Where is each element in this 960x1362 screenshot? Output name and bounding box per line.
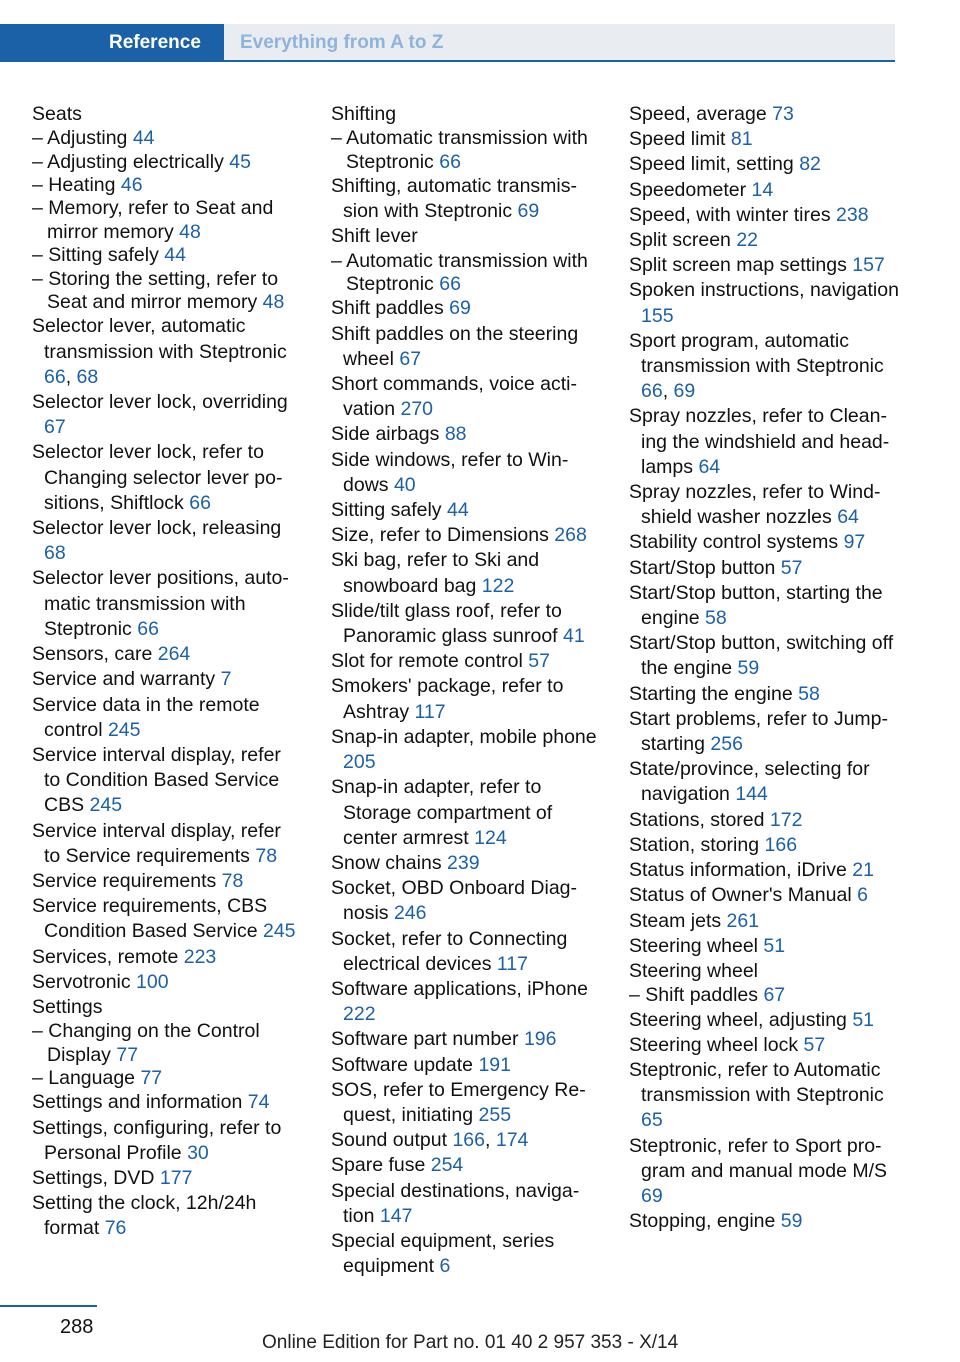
page-link[interactable]: 117 [496,952,528,975]
index-entry [331,927,601,977]
entry-text: Socket, refer to Connecting electrical devices [331,927,568,975]
index-entry [629,631,899,681]
page-number: 288 [60,1316,94,1338]
index-entry [629,909,899,934]
entry-text: Side windows, refer to Windows [331,448,569,496]
index-subentry [32,244,302,267]
page-link[interactable]: 117 [414,700,446,723]
page-link[interactable]: 172 [769,808,803,831]
index-entry [629,127,899,152]
index-entry [32,566,302,642]
page-link[interactable]: 67 [763,984,786,1007]
entry-text: Speed limit, setting [629,153,794,176]
entry-text: – Automatic transmission with Steptronic [331,127,588,173]
entry-text: Shift paddles [331,297,444,320]
entry-text: Spare fuse [331,1154,426,1177]
entry-text: Speed, with winter tires [629,203,831,226]
page-link[interactable]: 65 [641,1109,663,1132]
page-link[interactable]: 58 [704,607,727,630]
page-link[interactable]: 157 [852,254,885,277]
page-link[interactable]: 67 [399,347,422,370]
index-entry [331,1078,601,1128]
entry-text: – Adjusting electrically [32,150,224,173]
page-link[interactable]: 30 [187,1141,209,1164]
index-entry [629,178,899,203]
entry-text: Selector lever lock, releasing [32,517,282,540]
index-entry [331,174,601,224]
index-entry [32,390,302,440]
index-subentry [32,151,302,174]
index-entry [629,883,899,908]
page-link[interactable]: 66 [189,491,211,514]
page-link[interactable]: 88 [444,423,467,446]
page-link[interactable]: 66 [137,617,159,640]
index-entry [331,977,601,1027]
index-entry [629,1033,899,1058]
entry-text: Software update [331,1053,474,1076]
entry-text: State/province, selecting for navigation [629,758,870,806]
index-entry: Sport program, automatic transmission with Steptronic 66, 69 [629,329,884,403]
index-entry [32,667,302,692]
index-subentry [32,268,302,315]
index-entry [32,440,302,516]
index-column-2 [331,102,601,1279]
entry-text: Speed, average [629,103,767,125]
entry-text: Spray nozzles, refer to Windshield washer nozzles [629,481,881,529]
page-link[interactable]: 66 [641,380,663,403]
subsection-tab: Everything from A to Z [240,32,444,53]
entry-text: Start/Stop button, starting the engine [629,581,883,630]
entry-text: Split screen [629,229,731,252]
page-link[interactable]: 239 [447,851,480,874]
page-link[interactable]: 58 [798,682,820,705]
entry-text: Short commands, voice activation [331,373,578,421]
page-link[interactable]: 66 [439,273,461,296]
index-entry [629,934,899,959]
index-entry [331,1229,601,1279]
entry-text: Shifting, automatic transmission with Steptronic [331,175,578,223]
entry-text: Steering wheel [629,934,758,957]
entry-text: Settings and information [32,1091,243,1114]
page-link[interactable]: 77 [116,1043,139,1066]
page-link[interactable]: 256 [710,733,743,756]
entry-text: Snow chains [331,851,442,874]
index-entry [331,224,601,249]
index-entry [629,480,899,530]
page-link[interactable]: 44 [132,127,155,150]
entry-text: Selector lever, automatic transmission with Steptronic [32,315,287,363]
index-entry [32,1116,302,1166]
page-link[interactable]: 177 [159,1166,193,1189]
page-link[interactable]: 57 [528,650,550,673]
page-link[interactable]: 7 [220,668,232,691]
page-link[interactable]: 166 [764,833,798,856]
index-entry [629,581,899,631]
index-entry [32,945,302,970]
page-link[interactable]: 44 [446,499,469,522]
index-entry [32,743,302,819]
index-subentry [629,984,899,1007]
page-link[interactable]: 174 [495,1129,529,1152]
header-underline [0,60,895,62]
entry-text: Selector lever positions, automatic transmission with Steptronic [32,567,289,640]
page-link[interactable]: 68 [76,365,99,388]
page-link[interactable]: 6 [439,1255,451,1278]
entry-text: Size, refer to Dimensions [331,524,549,547]
page-link[interactable]: 245 [107,718,141,741]
index-entry [331,725,601,775]
entry-text: Sensors, care [32,643,153,666]
page-link[interactable]: 268 [554,524,587,547]
entry-text: Stopping, engine [629,1210,776,1233]
entry-text: Shift paddles on the steering wheel [331,322,579,370]
index-entry [629,253,899,278]
entry-text: Start problems, refer to Jump-starting [629,707,889,756]
entry-text: Sound output [331,1129,448,1152]
page-link[interactable]: 69 [449,297,471,320]
entry-text: Status information, iDrive [629,859,847,882]
index-column-3 [629,102,899,1234]
page-link[interactable]: 155 [641,304,674,327]
index-entry [629,1209,899,1234]
index-entry: Selector lever, automatic transmission with Steptronic 66, 68 [32,315,287,388]
index-entry [331,775,601,851]
entry-text: Station, storing [629,833,760,856]
page-link[interactable]: 73 [772,103,794,125]
index-entry [331,422,601,447]
index-entry [629,102,899,127]
page-link[interactable]: 22 [736,229,759,252]
page-link[interactable]: 69 [673,380,696,403]
index-entry [629,228,899,253]
entry-text: Sitting safely [331,499,442,522]
entry-text: Start/Stop button, switching off the engine [629,632,894,680]
page-link[interactable]: 51 [852,1008,875,1031]
entry-text: Steering wheel, adjusting [629,1008,847,1031]
page-link[interactable]: 78 [221,869,244,892]
entry-text: Start/Stop button [629,556,776,579]
entry-text: Split screen map settings [629,254,847,277]
page-link[interactable]: 254 [430,1154,464,1177]
entry-text: Smokers' package, refer to Ashtray [331,675,564,723]
index-entry [32,869,302,894]
entry-text: Ski bag, refer to Ski and snowboard bag [331,549,540,597]
index-entry [331,649,601,674]
page-link[interactable]: 264 [157,643,191,666]
entry-text: Selector lever lock, refer to Changing selector lever positions, Shiftlock [32,441,283,514]
index-entry [629,1008,899,1033]
page-link[interactable]: 44 [164,244,186,267]
index-entry [32,102,302,127]
page-link[interactable]: 48 [262,291,285,314]
entry-text: – Automatic transmission with Steptronic [331,249,588,296]
index-entry [331,102,601,127]
page-link[interactable]: 246 [393,902,427,925]
entry-text: – Sitting safely [32,244,159,267]
page-link[interactable]: 261 [726,909,760,932]
entry-text: – Shift paddles [629,984,759,1007]
entry-text: Stations, stored [629,808,765,831]
page-link[interactable]: 14 [751,178,774,201]
page-link[interactable]: 46 [120,174,143,197]
entry-text: – Adjusting [32,127,128,150]
index-entry [32,516,302,566]
index-entry [331,674,601,724]
page-link[interactable]: 205 [343,751,376,774]
page-link[interactable]: 81 [730,128,753,151]
index-entry [629,707,899,757]
index-entry [629,757,899,807]
entry-text: Seats [32,103,82,125]
entry-text: Slot for remote control [331,650,523,673]
page-link[interactable]: 77 [140,1066,163,1089]
page-link[interactable]: 245 [89,794,123,817]
page-link[interactable]: 66 [439,150,461,173]
entry-text: – Language [32,1066,136,1089]
entry-text: Steptronic, refer to Automatic transmission with Steptronic [629,1058,884,1107]
entry-text: Sport program, automatic transmission with Steptronic [629,329,884,378]
index-entry [331,448,601,498]
entry-text: Settings [32,995,103,1018]
entry-text: Service interval display, refer to Service requirements [32,819,281,867]
entry-text: Steering wheel lock [629,1033,799,1056]
entry-text: – Changing on the Control Display [32,1020,260,1066]
page-link[interactable]: 144 [735,783,768,806]
footer-rule [0,1305,97,1307]
page-link[interactable]: 74 [247,1091,270,1114]
entry-text: Servotronic [32,970,131,993]
index-entry [331,876,601,926]
entry-text: Settings, configuring, refer to Personal Profile [32,1116,282,1164]
entry-text: SOS, refer to Emergency Request, initiating [331,1078,586,1126]
index-entry [32,693,302,743]
entry-text: – Heating [32,174,116,197]
index-entry [331,599,601,649]
index-entry [32,1166,302,1191]
edition-note: Online Edition for Part no. 01 40 2 957 353 - X/14 [262,1332,679,1353]
entry-text: Software applications, iPhone [331,977,588,1000]
index-entry [32,1090,302,1115]
entry-text: Steptronic, refer to Sport program and manual mode M/S [629,1134,888,1182]
index-entry [331,851,601,876]
entry-text: Snap-in adapter, refer to Storage compartment of center armrest [331,776,553,849]
index-entry [331,1027,601,1052]
index-subentry [331,127,601,174]
index-entry [629,203,899,228]
index-entry [629,858,899,883]
index-entry [629,1134,899,1210]
entry-text: Speedometer [629,178,747,201]
index-entry [331,1053,601,1078]
index-entry [629,404,899,480]
entry-text: Service requirements [32,869,217,892]
entry-text: Shift lever [331,225,418,248]
entry-text: Software part number [331,1028,519,1051]
entry-text: Side airbags [331,423,440,446]
index-entry [331,548,601,598]
page-link[interactable]: 6 [857,884,868,907]
page-link[interactable]: 245 [262,920,296,943]
entry-text: Status of Owner's Manual [629,884,852,907]
entry-text: Speed limit [629,128,726,151]
entry-text: Special equipment, series equipment [331,1229,555,1278]
page-header [0,24,895,62]
page-link[interactable]: 48 [179,220,201,243]
entry-text: Socket, OBD Onboard Diagnosis [331,877,578,925]
index-entry [32,819,302,869]
entry-text: – Memory, refer to Seat and mirror memory [32,197,274,243]
index-subentry [32,1067,302,1090]
index-entry [32,642,302,667]
page-link[interactable]: 68 [44,542,66,565]
page-link[interactable]: 69 [517,200,540,223]
page-link[interactable]: 76 [104,1217,127,1240]
entry-text: Settings, DVD [32,1166,155,1189]
index-entry [331,322,601,372]
page-link[interactable]: 124 [474,826,507,849]
index-entry [629,959,899,984]
index-entry [629,556,899,581]
index-entry [32,894,302,944]
entry-text: Setting the clock, 12h/24h format [32,1192,257,1240]
page-link[interactable]: 21 [852,859,874,882]
page-link[interactable]: 166 [452,1129,485,1152]
page-link[interactable]: 66 [44,365,66,388]
entry-text: Service data in the remote control [32,693,260,741]
index-entry [32,995,302,1020]
page-link[interactable]: 64 [837,506,859,529]
page-link[interactable]: 270 [400,398,434,421]
index-subentry [32,197,302,244]
index-entry [331,296,601,321]
index-entry [331,1153,601,1178]
page-link[interactable]: 222 [343,1003,376,1026]
entry-text: Selector lever lock, overriding [32,391,288,414]
entry-text: Services, remote [32,945,179,968]
index-entry [331,1179,601,1229]
entry-text: Shifting [331,103,397,125]
page-link[interactable]: 238 [836,203,869,226]
page-link[interactable]: 41 [563,625,585,648]
page-link[interactable]: 100 [136,970,169,993]
page-link[interactable]: 59 [737,657,760,680]
entry-text: Steam jets [629,909,722,932]
page-link[interactable]: 196 [523,1028,557,1051]
page-link[interactable]: 67 [44,416,66,439]
page-link[interactable]: 191 [478,1053,511,1076]
index-entry: Sound output 166, 174 [331,1129,529,1152]
section-tab: Reference [0,24,224,62]
page-link[interactable]: 57 [780,556,803,579]
index-subentry [32,1020,302,1067]
entry-text: Spray nozzles, refer to Cleaning the windshield and headlamps [629,405,890,478]
entry-text: Slide/tilt glass roof, refer to Panoramic glass sunroof [331,599,562,648]
index-entry [629,808,899,833]
page-link[interactable]: 147 [379,1204,413,1227]
entry-text: Steering wheel [629,959,758,982]
entry-text: Special destinations, navigation [331,1179,580,1227]
page-link[interactable]: 59 [780,1210,803,1233]
page-link[interactable]: 82 [799,153,821,176]
index-subentry [32,174,302,197]
page-link[interactable]: 45 [229,150,251,173]
index-entry [629,1058,899,1134]
index-entry [629,682,899,707]
index-entry [331,372,601,422]
page-link[interactable]: 78 [255,844,278,867]
index-entry [629,152,899,177]
entry-text: Service interval display, refer to Condition Based Service CBS [32,743,281,817]
index-entry [629,833,899,858]
entry-text: Service and warranty [32,668,216,691]
entry-text: – Storing the setting, refer to Seat and mirror memory [32,267,279,314]
page-link[interactable]: 51 [763,934,786,957]
index-entry [32,970,302,995]
page-link[interactable]: 255 [478,1103,512,1126]
page-link[interactable]: 57 [803,1033,826,1056]
entry-text: Starting the engine [629,682,793,705]
entry-text: Snap-in adapter, mobile phone [331,725,597,748]
entry-text: Stability control systems [629,531,839,554]
index-subentry [331,250,601,297]
page-link[interactable]: 97 [843,531,866,554]
page-link[interactable]: 40 [393,473,416,496]
page-link[interactable]: 64 [698,455,721,478]
page-link[interactable]: 69 [641,1184,663,1207]
index-column-1 [32,102,302,1242]
index-entry [331,523,601,548]
index-entry [331,498,601,523]
page-link[interactable]: 223 [183,945,217,968]
page-link[interactable]: 122 [481,574,515,597]
entry-text: Service requirements, CBS Condition Based Service [32,895,268,943]
index-entry [629,530,899,555]
entry-text: Spoken instructions, navigation [629,279,899,302]
index-entry [629,278,899,328]
index-entry [32,1191,302,1241]
index-subentry [32,127,302,150]
